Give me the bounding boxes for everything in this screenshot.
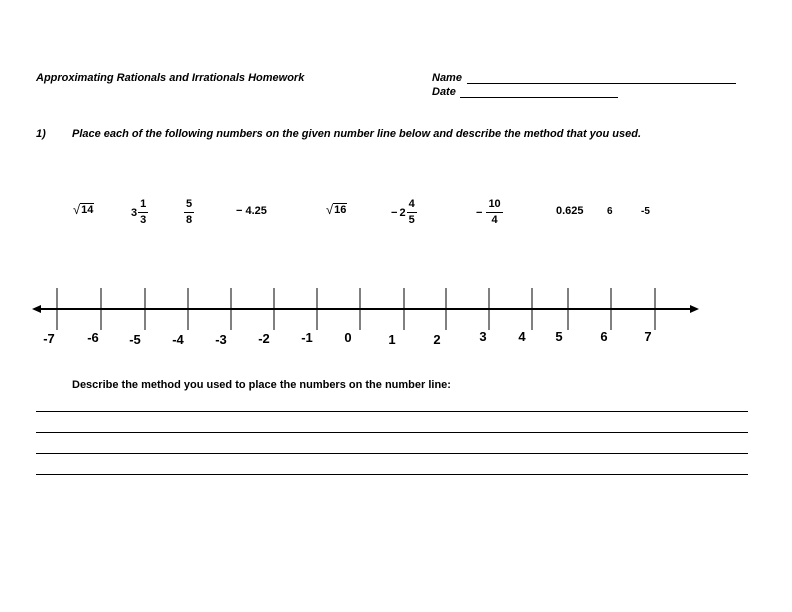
- number-decimal-0625: 0.625: [556, 205, 584, 217]
- denominator: 4: [491, 214, 498, 226]
- left-arrow-icon: [32, 305, 41, 313]
- answer-line-1[interactable]: [36, 411, 748, 412]
- numerator: 1: [138, 199, 148, 213]
- denominator: 8: [186, 214, 193, 226]
- number-neg-five: -5: [641, 206, 650, 217]
- tick-label: 2: [433, 332, 441, 347]
- right-arrow-icon: [690, 305, 699, 313]
- question-number: 1): [36, 128, 46, 140]
- numerator: 5: [184, 199, 194, 213]
- worksheet-title: Approximating Rationals and Irrationals Homework: [36, 72, 305, 84]
- describe-prompt: Describe the method you used to place the numbers on the number line:: [72, 379, 451, 391]
- radicand: 14: [81, 204, 94, 216]
- tick-label: 6: [600, 329, 608, 344]
- tick-label: 5: [555, 329, 563, 344]
- radical-sign: √ 14: [73, 202, 94, 218]
- answer-line-2[interactable]: [36, 432, 748, 433]
- tick-label: -3: [215, 332, 227, 347]
- numerator: 10: [486, 199, 502, 213]
- whole-part: 3: [131, 206, 138, 219]
- whole-part: 2: [399, 206, 406, 219]
- minus-sign: −: [476, 206, 483, 219]
- tick-label: -4: [172, 332, 184, 347]
- tick-label: 7: [644, 329, 652, 344]
- name-label: Name: [432, 72, 462, 84]
- tick-label: 4: [518, 329, 526, 344]
- denominator: 5: [408, 214, 415, 226]
- tick-label: 0: [344, 330, 352, 345]
- tick-label: 1: [388, 332, 396, 347]
- numerator: 4: [407, 199, 417, 213]
- tick-label: -5: [129, 332, 141, 347]
- tick-label: -2: [258, 331, 270, 346]
- number-neg-4-25: − 4.25: [236, 205, 267, 217]
- tick-label: -6: [87, 330, 99, 345]
- radical-sign: √ 16: [326, 202, 347, 218]
- answer-line-4[interactable]: [36, 474, 748, 475]
- tick-label: -1: [301, 330, 313, 345]
- minus-sign: −: [391, 206, 398, 219]
- denominator: 3: [140, 214, 147, 226]
- answer-line-3[interactable]: [36, 453, 748, 454]
- tick-label: 3: [479, 329, 487, 344]
- question-text: Place each of the following numbers on the given number line below and describe the method that you used.: [72, 128, 642, 140]
- date-label: Date: [432, 86, 456, 98]
- number-six: 6: [607, 206, 613, 217]
- radicand: 16: [334, 204, 347, 216]
- tick-label: -7: [43, 331, 55, 346]
